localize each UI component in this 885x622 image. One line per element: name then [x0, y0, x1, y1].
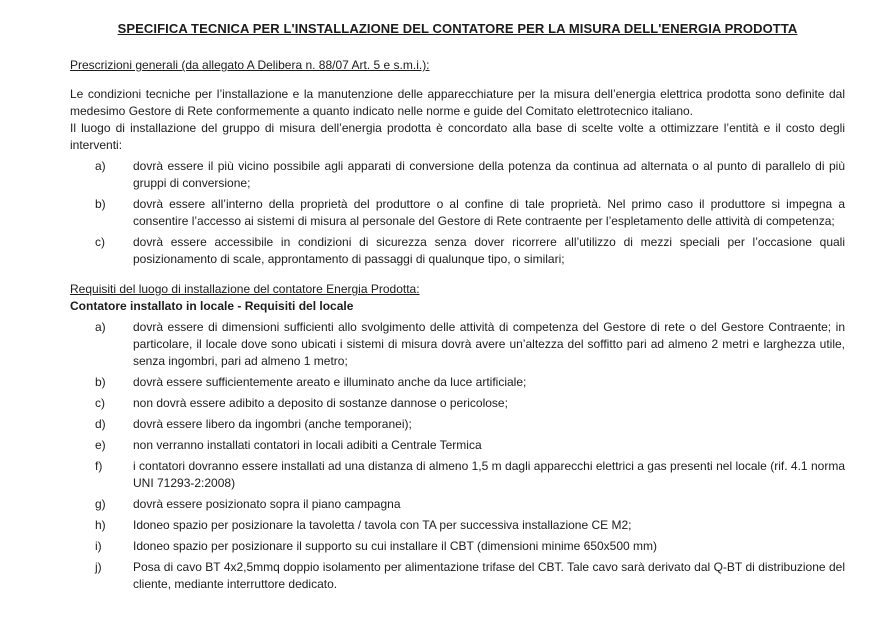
section-heading-requisiti: Requisiti del luogo di installazione del contatore Energia Prodotta: — [70, 282, 420, 296]
section-heading-prescrizioni: Prescrizioni generali (da allegato A Delibera n. 88/07 Art. 5 e s.m.i.): — [70, 58, 430, 72]
list-item-label: j) — [95, 560, 102, 574]
list-item-text: dovrà essere sufficientemente areato e illuminato anche da luce artificiale; — [133, 375, 527, 389]
list-item — [70, 395, 845, 412]
list-item — [70, 416, 845, 433]
list-item — [70, 496, 845, 513]
list-item — [70, 437, 845, 454]
list-item — [70, 458, 845, 492]
list-item-label: d) — [95, 417, 106, 431]
list-item-text: dovrà essere posizionato sopra il piano campagna — [133, 497, 401, 511]
list-item-text: Posa di cavo BT 4x2,5mmq doppio isolamento per alimentazione trifase del CBT. Tale cavo sarà derivato dal Q-BT di distribuzione del cliente, mediante interruttore dedicato. — [133, 560, 845, 591]
list-item-label: b) — [95, 197, 106, 211]
list-item-label: a) — [95, 159, 106, 173]
list-item-label: c) — [95, 396, 105, 410]
list-item — [70, 196, 845, 230]
list-item-text: dovrà essere il più vicino possibile agli apparati di conversione della potenza da continua ad alternata o al punto di parallelo di più gruppi di conversione; — [133, 159, 845, 190]
paragraph-condizioni-tecniche: Le condizioni tecniche per l’installazione e la manutenzione delle apparecchiature per la misura dell’energia elettrica prodotta sono definite dal medesimo Gestore di Rete conformemente a quanto indicato nelle norme e guide del Comitato elettrotecnico italiano. — [70, 87, 845, 118]
subheading-contatore-locale: Contatore installato in locale - Requisiti del locale — [70, 299, 354, 313]
list-item — [70, 538, 845, 555]
list-item-text: i contatori dovranno essere installati ad una distanza di almeno 1,5 m dagli apparecchi elettrici a gas presenti nel locale (rif. 4.1 norma UNI 71293-2:2008) — [133, 459, 845, 490]
list-item — [70, 517, 845, 534]
requisiti-list — [70, 319, 845, 593]
list-item — [70, 559, 845, 593]
section-requisiti-luogo — [70, 281, 845, 593]
document-title: SPECIFICA TECNICA PER L'INSTALLAZIONE DEL CONTATORE PER LA MISURA DELL'ENERGIA PRODOTTA — [117, 21, 798, 36]
paragraph-luogo-installazione: Il luogo di installazione del gruppo di misura dell’energia prodotta è concordato alla base di scelte volte a ottimizzare l’entità e il costo degli interventi: — [70, 121, 845, 152]
list-item-label: a) — [95, 320, 106, 334]
list-item-text: non verranno installati contatori in locali adibiti a Centrale Termica — [133, 438, 482, 452]
list-item-text: dovrà essere accessibile in condizioni di sicurezza senza dover ricorrere all’utilizzo di mezzi speciali per l’occasione quali posizionamento di scale, approntamento di passaggi di qualunque tipo, o similari; — [133, 235, 845, 266]
list-item-text: Idoneo spazio per posizionare il supporto su cui installare il CBT (dimensioni minime 650x500 mm) — [133, 539, 658, 553]
section-prescrizioni-generali — [70, 57, 845, 268]
list-item — [70, 234, 845, 268]
list-item — [70, 319, 845, 370]
list-item-label: b) — [95, 375, 106, 389]
list-item-text: Idoneo spazio per posizionare la tavoletta / tavola con TA per successiva installazione CE M2; — [133, 518, 632, 532]
list-item-label: e) — [95, 438, 106, 452]
list-item — [70, 374, 845, 391]
list-item-label: f) — [95, 459, 103, 473]
prescrizioni-list — [70, 158, 845, 268]
list-item-text: dovrà essere all’interno della proprietà del produttore o al confine di tale proprietà. Nel primo caso il produttore si impegna a consentire l’accesso ai sistemi di misura al personale del Gestore di Rete contraente per l’espletamento delle attività di competenza; — [133, 197, 845, 228]
list-item-text: dovrà essere libero da ingombri (anche temporanei); — [133, 417, 412, 431]
list-item-label: c) — [95, 235, 105, 249]
list-item — [70, 158, 845, 192]
list-item-label: i) — [95, 539, 102, 553]
list-item-text: dovrà essere di dimensioni sufficienti allo svolgimento delle attività di competenza del Gestore di rete o del Gestore Contraente; in particolare, il locale dove sono ubicati i sistemi di misura dovrà avere un’altezza del soffitto pari ad almeno 2 metri e larghezza utile, senza ingombri, pari ad almeno 1 metro; — [133, 320, 845, 368]
list-item-label: g) — [95, 497, 106, 511]
list-item-label: h) — [95, 518, 106, 532]
list-item-text: non dovrà essere adibito a deposito di sostanze dannose o pericolose; — [133, 396, 508, 410]
